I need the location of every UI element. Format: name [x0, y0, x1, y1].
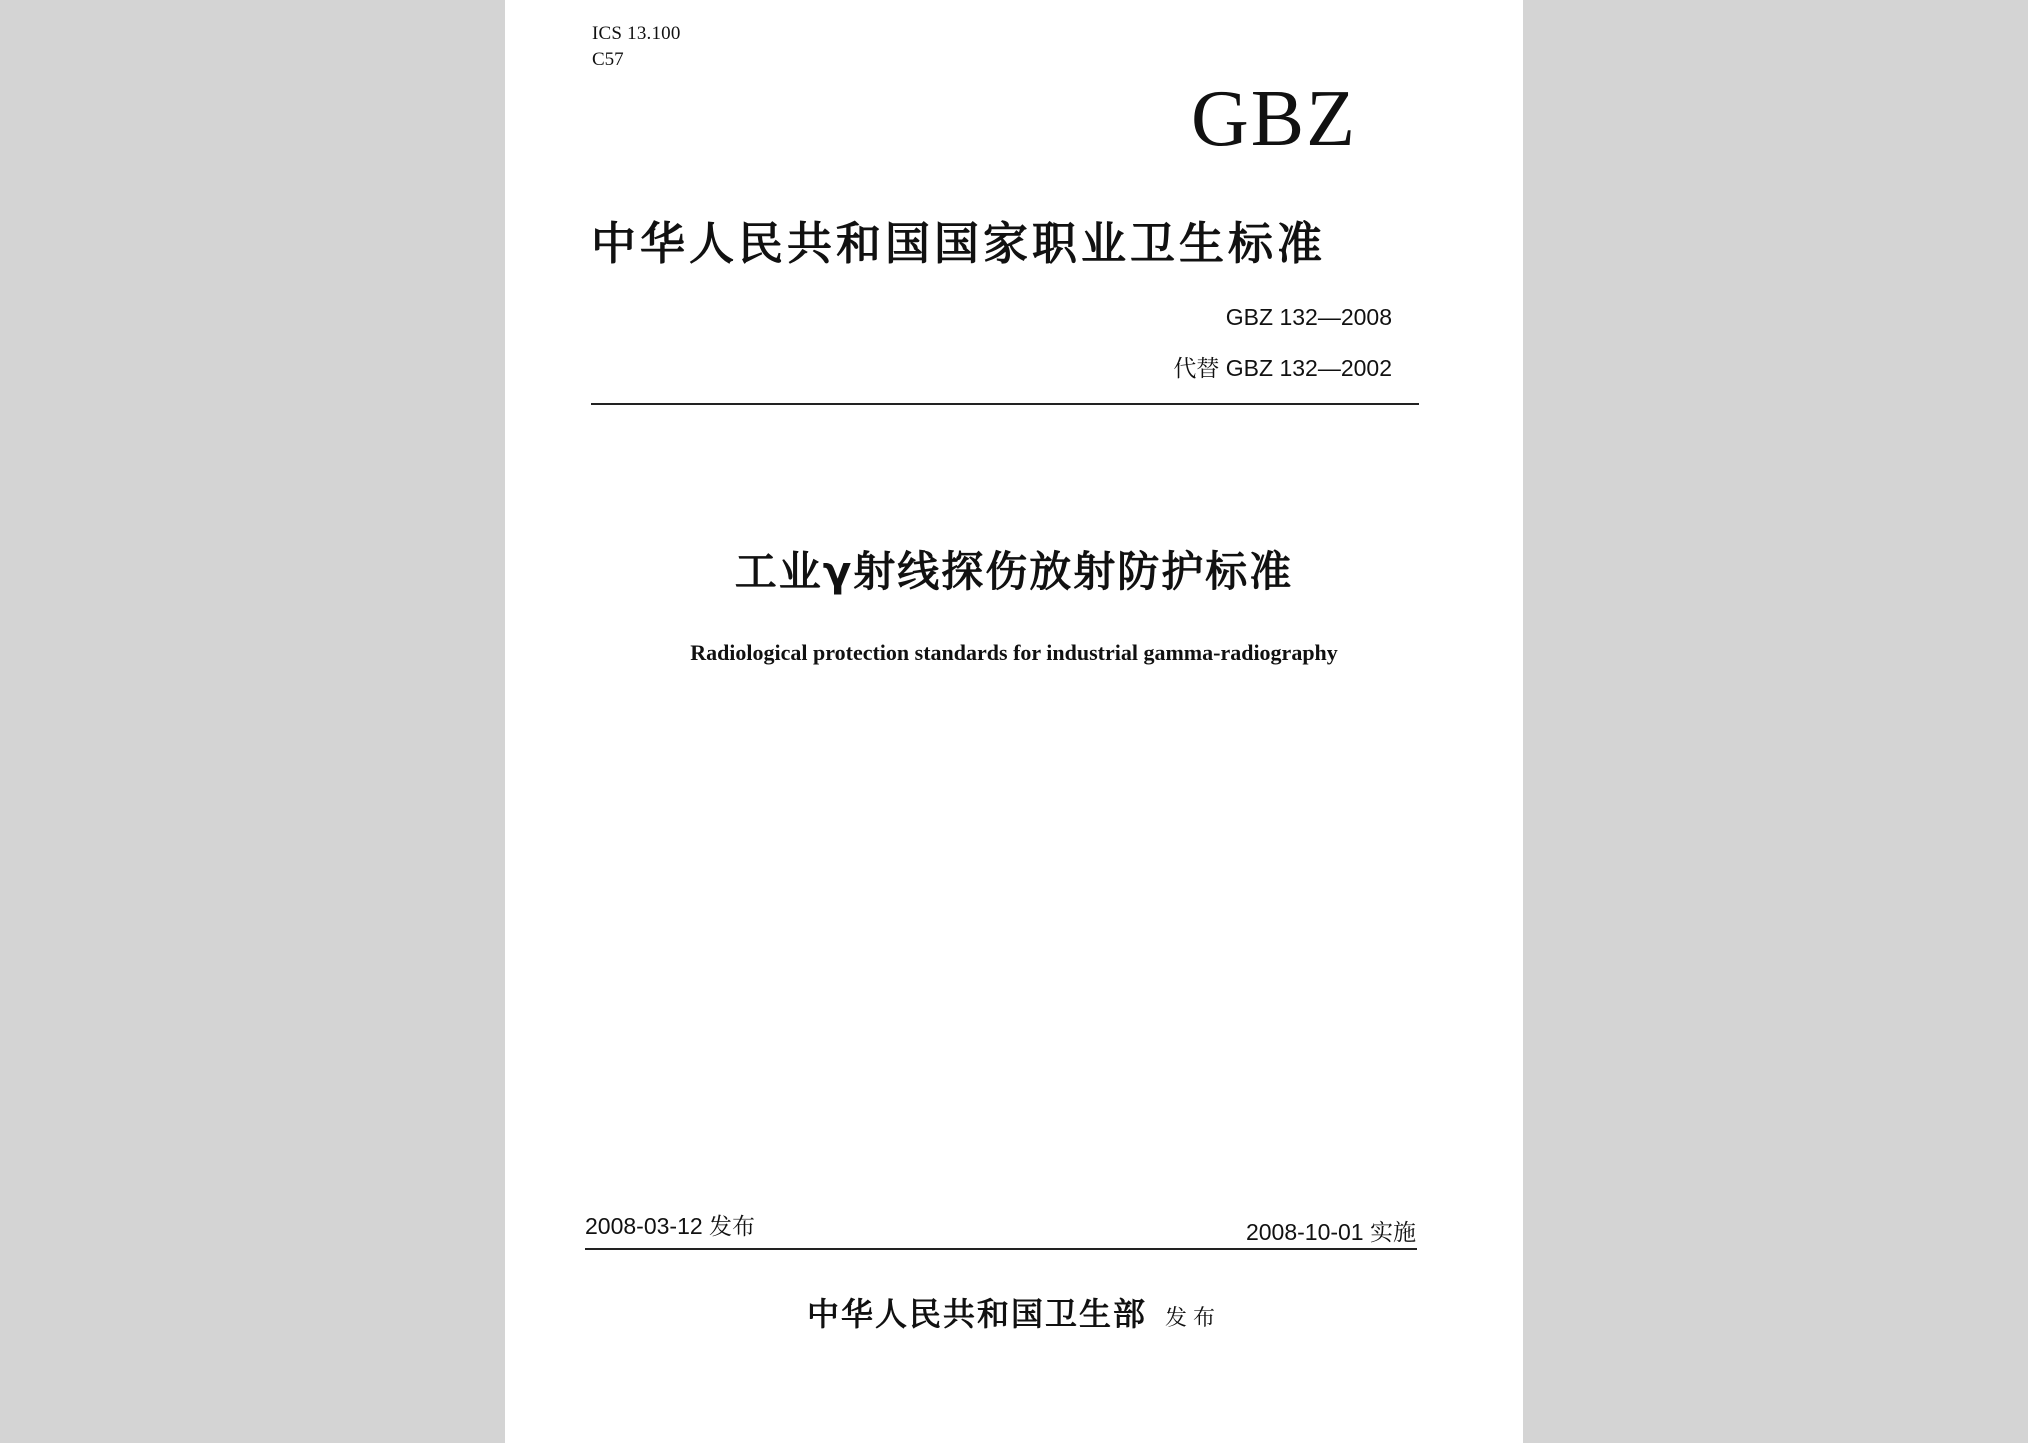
- standard-number: GBZ 132—2008: [1225, 304, 1392, 330]
- document-title-chinese: 工业γ射线探伤放射防护标准: [734, 547, 1294, 596]
- footer-divider: [585, 1248, 1417, 1250]
- publisher-organization: 中华人民共和国卫生部: [806, 1295, 1147, 1333]
- issue-date: 2008-03-12 发布: [585, 1213, 756, 1239]
- replaced-standard: 代替 GBZ 132—2002: [1173, 355, 1392, 381]
- standard-category-title: 中华人民共和国国家职业卫生标准: [591, 217, 1327, 270]
- standard-mark: GBZ: [1191, 75, 1357, 163]
- document-title-english: Radiological protection standards for industrial gamma-radiography: [690, 640, 1338, 665]
- effective-date: 2008-10-01 实施: [1245, 1219, 1416, 1245]
- ics-code: ICS 13.100: [592, 23, 681, 44]
- header-divider: [591, 403, 1419, 405]
- ccs-code: C57: [592, 49, 624, 70]
- document-page: [505, 0, 1523, 1443]
- publisher-action: 发布: [1165, 1306, 1222, 1331]
- publisher-line: [505, 1292, 1523, 1341]
